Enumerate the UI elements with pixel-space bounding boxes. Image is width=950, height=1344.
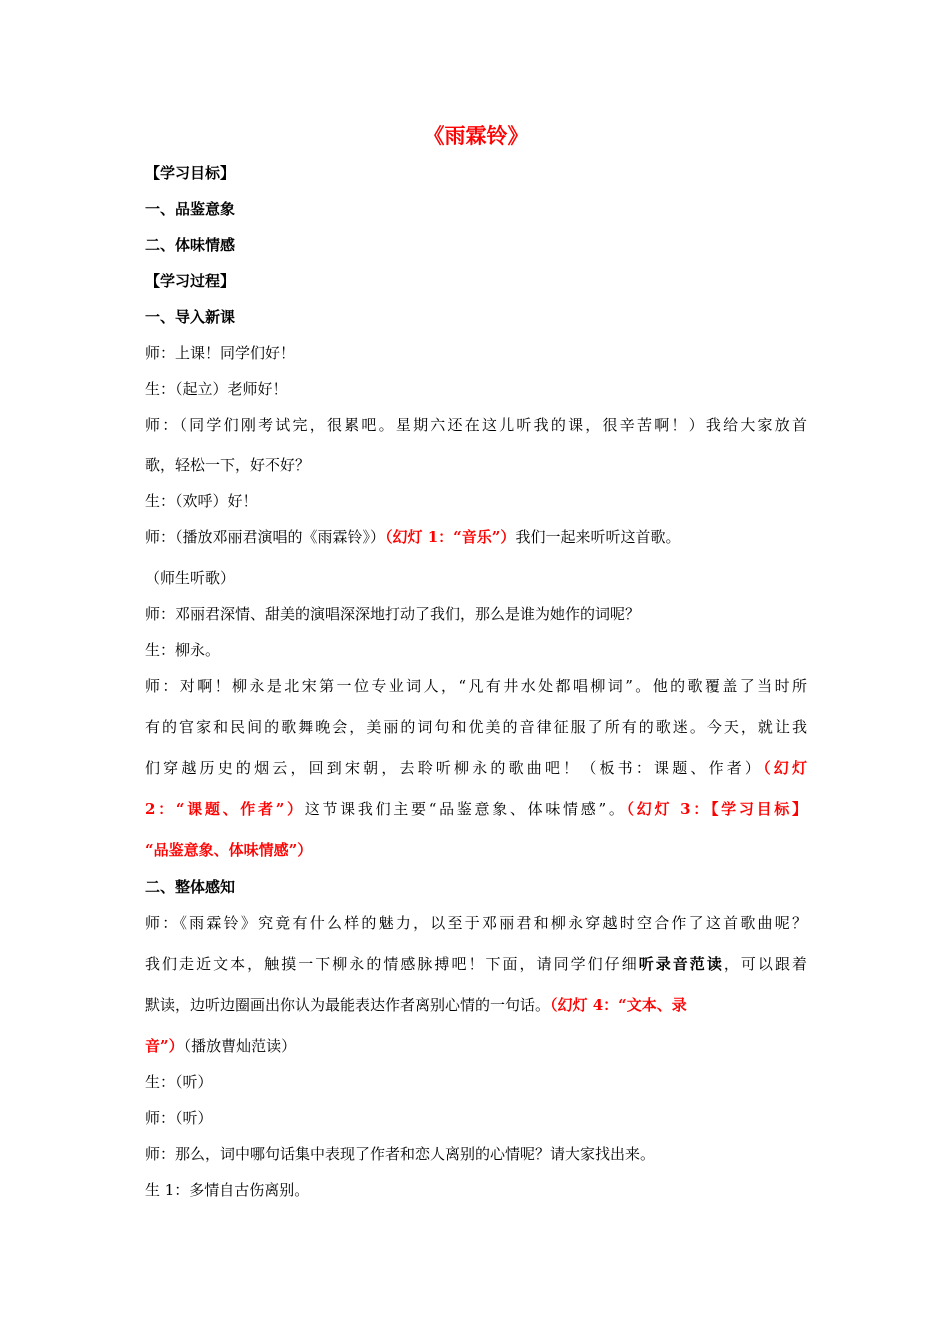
stage-direction: （播放曹灿范读） (183, 1037, 297, 1055)
dialogue-line: 师：邓丽君深情、甜美的演唱深深地打动了我们，那么是谁为她作的词呢？ (145, 605, 641, 623)
dialogue-text: 这节课我们主要“品鉴意象、体味情感”。 (304, 800, 627, 818)
stage-direction: （师生听歌） (145, 569, 236, 587)
slide-note: （幻灯 4：“文本、录 (550, 996, 687, 1014)
dialogue-line: 师：上课！同学们好！ (145, 344, 296, 362)
slide-note: 2：“课题、作者”） (145, 800, 305, 818)
dialogue-text: 我们一起来听听这首歌。 (515, 528, 681, 546)
dialogue-line: 生 1：多情自古伤离别。 (145, 1181, 310, 1199)
dialogue-text: 默读，边听边圈画出你认为最能表达作者离别心情的一句话。 (145, 996, 551, 1014)
slide-note: （幻灯 1：“音乐”） (385, 528, 516, 546)
slide-note: （幻灯 3：【学习目标】 (626, 800, 807, 818)
document-title: 《雨霖铃》 (423, 123, 529, 148)
dialogue-line: 生：（欢呼）好！ (145, 492, 258, 510)
dialogue-line (145, 757, 807, 779)
emphasis-text: 听录音范读 (638, 955, 724, 973)
dialogue-line (145, 526, 807, 548)
dialogue-line: 生：（起立）老师好！ (145, 380, 288, 398)
dialogue-text: 师：（播放邓丽君演唱的《雨霖铃》） (145, 528, 386, 546)
goal-item-1: 一、品鉴意象 (145, 200, 236, 218)
slide-note: 音”） (145, 1037, 184, 1055)
dialogue-line (145, 1035, 807, 1057)
slide-note: “品鉴意象、体味情感”） (145, 841, 313, 859)
dialogue-line: 师：（听） (145, 1109, 213, 1127)
subheading-overall-perception: 二、整体感知 (145, 878, 236, 896)
section-heading-learning-process: 【学习过程】 (145, 272, 236, 290)
dialogue-line: 师：那么，词中哪句话集中表现了作者和恋人离别的心情呢？请大家找出来。 (145, 1145, 656, 1163)
dialogue-line: 生：（听） (145, 1073, 213, 1091)
dialogue-line: 有的官家和民间的歌舞晚会，美丽的词句和优美的音律征服了所有的歌迷。今天，就让我 (145, 718, 807, 736)
dialogue-text: 我们走近文本，触摸一下柳永的情感脉搏吧！下面，请同学们仔细 (145, 955, 639, 973)
subheading-introduction: 一、导入新课 (145, 308, 236, 326)
dialogue-line (145, 994, 807, 1016)
slide-note: （幻灯 (763, 759, 807, 777)
dialogue-line: 歌，轻松一下，好不好？ (145, 456, 311, 474)
goal-item-2: 二、体味情感 (145, 236, 236, 254)
dialogue-line (145, 953, 807, 975)
dialogue-line: 师：对啊！柳永是北宋第一位专业词人，“凡有井水处都唱柳词”。他的歌覆盖了当时所 (145, 677, 807, 695)
dialogue-text: ，可以跟着 (723, 955, 807, 973)
dialogue-line (145, 798, 807, 820)
section-heading-learning-goals: 【学习目标】 (145, 164, 236, 182)
dialogue-line: 师：（同学们刚考试完，很累吧。星期六还在这儿听我的课，很辛苦啊！）我给大家放首 (145, 416, 807, 434)
dialogue-line: 生：柳永。 (145, 641, 221, 659)
dialogue-line: 师：《雨霖铃》究竟有什么样的魅力，以至于邓丽君和柳永穿越时空合作了这首歌曲呢？ (145, 914, 807, 932)
dialogue-text: 们穿越历史的烟云，回到宋朝，去聆听柳永的歌曲吧！（板书：课题、作者） (145, 759, 764, 777)
